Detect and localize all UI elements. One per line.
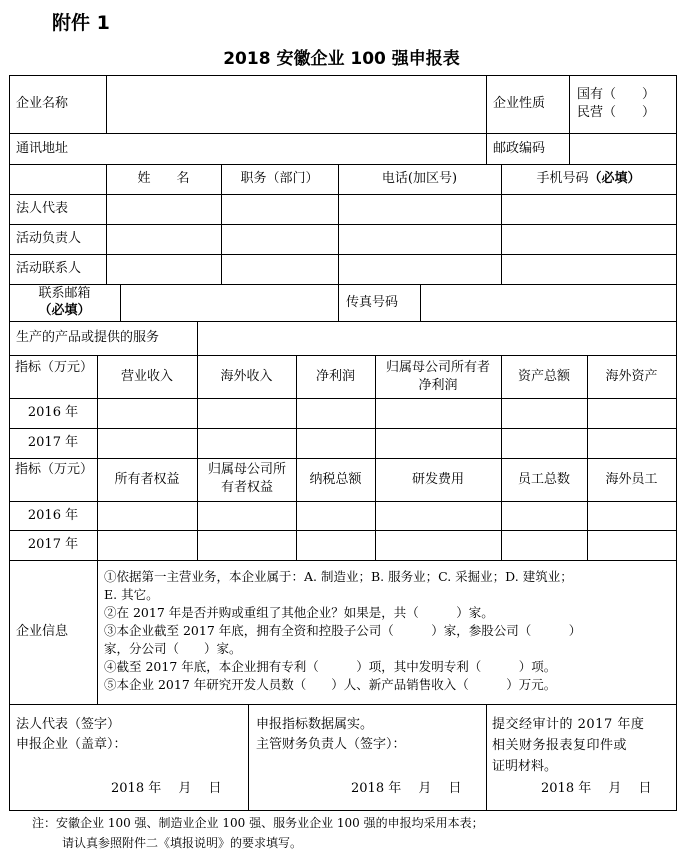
form-title: 2018 安徽企业 100 强申报表 [223,49,460,69]
sign-date: 2018 年 月 日 [541,781,652,796]
email-required: （必填） [38,303,91,318]
info-line: ①依据第一主营业务，本企业属于：A. 制造业；B. 服务业；C. 采掘业；D. 建筑业； [104,569,573,584]
sign-date: 2018 年 月 日 [351,781,462,796]
info-line: ③本企业截至 2017 年底，拥有全资和控股子公司（ ）家，参股公司（ ） [104,623,582,638]
indicator-cell: 净利润 [315,369,355,384]
sign-company-seal: 申报企业（盖章）： [16,737,127,752]
info-line: E. 其它。 [104,587,159,602]
header-name: 姓 名 [137,171,190,186]
indicator-cell: 研发费用 [411,472,464,487]
nature-option-private[interactable]: 民营（ ） [577,105,656,120]
info-line: ⑤本企业 2017 年研究开发人员数（ ）人、新产品销售收入（ ）万元。 [104,677,557,692]
contact-row-label: 活动负责人 [16,231,82,246]
nature-option-state[interactable]: 国有（ ） [577,87,656,102]
indicator-cell: 员工总数 [517,472,570,487]
sign-finance-head: 主管财务负责人（签字）： [256,737,406,752]
sign-legal-rep: 法人代表（签字） [16,717,121,732]
year-label: 2016 年 [27,405,79,420]
sign-date: 2018 年 月 日 [111,781,222,796]
contact-row-label: 活动联系人 [16,261,82,276]
contact-row-label: 法人代表 [16,201,69,216]
sign-submit-note: 提交经审计的 2017 年度 [492,717,645,732]
indicator-cell: 营业收入 [120,369,173,384]
postcode-label: 邮政编码 [493,141,546,156]
sign-data-true: 申报指标数据属实。 [256,717,374,732]
year-label: 2016 年 [27,508,79,523]
footnote-line: 请认真参照附件二《填报说明》的要求填写。 [62,836,303,850]
fax-label: 传真号码 [346,295,399,310]
indicator-cell: 所有者权益 [114,472,180,487]
sign-submit-note: 证明材料。 [492,759,558,774]
footnote-line: 注：安徽企业 100 强、制造业企业 100 强、服务业企业 100 强的申报均采用本表； [32,816,484,830]
indicator-cell: 纳税总额 [309,472,362,487]
year-label: 2017 年 [27,537,79,552]
indicator-cell: 海外员工 [605,472,658,487]
email-label: 联系邮箱 [38,286,91,301]
year-label: 2017 年 [27,435,79,450]
company-nature-label: 企业性质 [493,96,546,111]
indicator-cell: 海外资产 [605,369,658,384]
attachment-label: 附件 1 [52,12,110,34]
indicator-cell: 归属母公司所有者权益 [207,462,286,495]
header-position: 职务（部门） [240,171,319,186]
header-mobile: 手机号码（必填） [536,171,641,186]
company-info-label: 企业信息 [16,624,69,639]
info-line: ②在 2017 年是否并购或重组了其他企业？如果是，共（ ）家。 [104,605,494,620]
address-label: 通讯地址 [16,141,69,156]
indicator-cell: 海外收入 [220,369,273,384]
indicator-cell: 归属母公司所有者净利润 [385,360,490,393]
indicator-cell: 资产总额 [517,369,570,384]
header-phone: 电话(加区号) [381,171,458,186]
company-name-label: 企业名称 [16,96,69,111]
indicator-label: 指标（万元） [14,360,93,375]
info-line: ④截至 2017 年底，本企业拥有专利（ ）项，其中发明专利（ ）项。 [104,659,557,674]
sign-submit-note: 相关财务报表复印件或 [492,738,628,753]
products-label: 生产的产品或提供的服务 [16,330,160,345]
info-line: 家，分公司（ ）家。 [104,641,242,656]
indicator-label: 指标（万元） [14,462,93,477]
